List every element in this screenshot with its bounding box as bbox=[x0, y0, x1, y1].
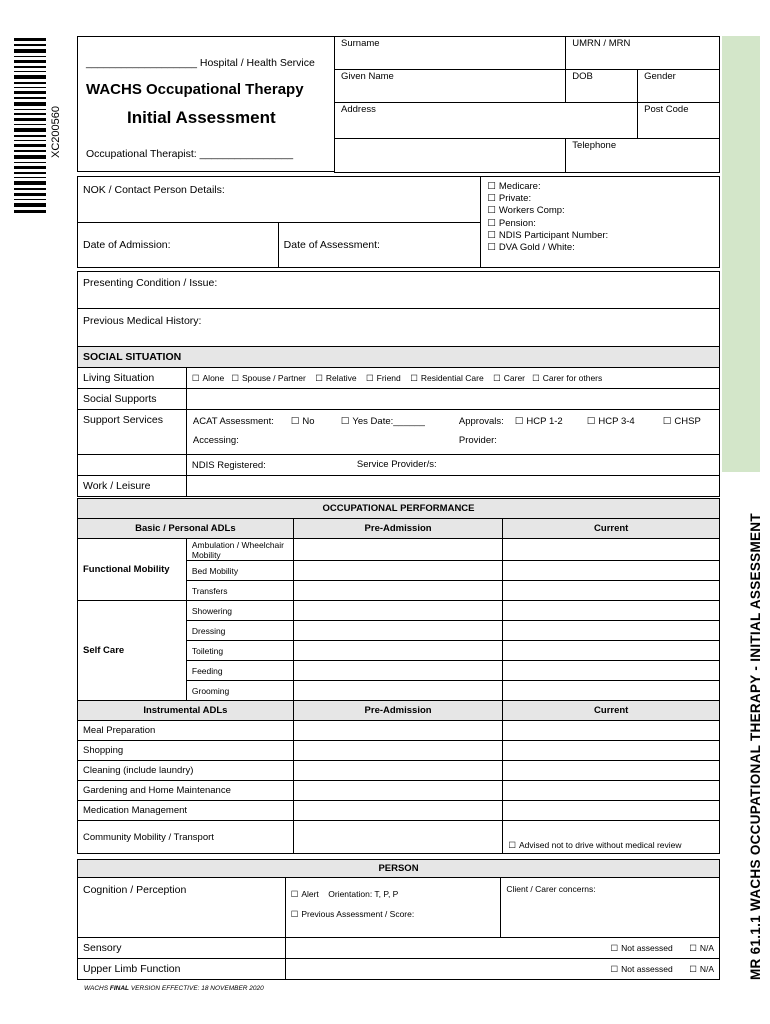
history-table bbox=[77, 271, 720, 347]
services-field bbox=[186, 410, 719, 455]
living-options bbox=[186, 368, 719, 389]
previous-history-field[interactable]: Previous Medical History: bbox=[78, 309, 720, 347]
sensory-field bbox=[285, 938, 719, 959]
current-cell[interactable] bbox=[503, 621, 720, 641]
advised-not-to-drive-checkbox[interactable]: ☐ Advised not to drive without medical review bbox=[508, 840, 681, 850]
barcode-number: XC200560 bbox=[50, 106, 62, 158]
pre-admission-cell[interactable] bbox=[293, 641, 503, 661]
pension-checkbox[interactable]: ☐ Pension: bbox=[487, 218, 713, 230]
ndis-checkbox[interactable]: ☐ NDIS Participant Number: bbox=[487, 230, 713, 242]
ndis-registered-label: NDIS Registered: bbox=[191, 459, 266, 471]
form-subtitle: Initial Assessment bbox=[127, 108, 276, 127]
current-cell[interactable] bbox=[503, 641, 720, 661]
upper-limb-field bbox=[285, 959, 719, 980]
occupational-heading: OCCUPATIONAL PERFORMANCE bbox=[78, 499, 720, 519]
chsp-checkbox[interactable]: ☐ CHSP bbox=[663, 416, 701, 427]
side-strip bbox=[722, 36, 760, 472]
adl-item: Transfers bbox=[186, 581, 293, 601]
adl-item: Feeding bbox=[186, 661, 293, 681]
adl-item: Dressing bbox=[186, 621, 293, 641]
funding-list bbox=[481, 177, 720, 268]
current-cell[interactable] bbox=[503, 581, 720, 601]
pre-admission-cell[interactable] bbox=[293, 681, 503, 701]
current-cell[interactable] bbox=[503, 539, 720, 561]
acat-no-checkbox[interactable]: ☐ No bbox=[291, 416, 315, 427]
person-heading: PERSON bbox=[78, 860, 720, 878]
pre-admission-heading: Pre-Admission bbox=[293, 701, 503, 721]
header-title-block bbox=[77, 36, 334, 172]
dob-field[interactable]: DOB bbox=[566, 70, 638, 103]
client-concerns-field[interactable]: Client / Carer concerns: bbox=[501, 878, 720, 938]
adl-item: Showering bbox=[186, 601, 293, 621]
pre-admission-cell[interactable] bbox=[293, 621, 503, 641]
accessing-label: Accessing: bbox=[192, 435, 239, 446]
pre-admission-cell[interactable] bbox=[293, 781, 503, 801]
nok-field[interactable]: NOK / Contact Person Details: bbox=[78, 177, 481, 223]
instrumental-adl-heading: Instrumental ADLs bbox=[78, 701, 294, 721]
ndis-row bbox=[186, 455, 719, 476]
basic-adl-heading: Basic / Personal ADLs bbox=[78, 519, 294, 539]
upper-limb-na-checkbox[interactable]: ☐ N/A bbox=[689, 964, 714, 974]
iadl-item: Meal Preparation bbox=[78, 721, 294, 741]
hcp34-checkbox[interactable]: ☐ HCP 3-4 bbox=[587, 416, 635, 427]
provider-label: Provider: bbox=[458, 435, 497, 446]
medicare-checkbox[interactable]: ☐ Medicare: bbox=[487, 181, 713, 193]
sensory-label: Sensory bbox=[78, 938, 286, 959]
form-title: WACHS Occupational Therapy bbox=[86, 81, 304, 98]
current-heading: Current bbox=[503, 519, 720, 539]
footer-prefix: WACHS bbox=[84, 985, 110, 992]
supports-label: Social Supports bbox=[78, 389, 187, 410]
iadl-item: Cleaning (include laundry) bbox=[78, 761, 294, 781]
pre-admission-cell[interactable] bbox=[293, 741, 503, 761]
footer-suffix: VERSION EFFECTIVE: 18 NOVEMBER 2020 bbox=[129, 985, 264, 992]
umrn-field[interactable]: UMRN / MRN bbox=[566, 37, 720, 70]
given-name-field[interactable]: Given Name bbox=[335, 70, 566, 103]
iadl-item: Medication Management bbox=[78, 801, 294, 821]
social-heading: SOCIAL SITUATION bbox=[78, 347, 720, 368]
carer-checkbox[interactable]: ☐ Carer bbox=[493, 373, 525, 383]
current-cell[interactable] bbox=[503, 561, 720, 581]
current-cell[interactable] bbox=[503, 601, 720, 621]
workers-comp-checkbox[interactable]: ☐ Workers Comp: bbox=[487, 205, 713, 217]
service-providers-label: Service Provider/s: bbox=[356, 459, 437, 470]
services-label-spacer bbox=[78, 455, 187, 476]
surname-field[interactable]: Surname bbox=[335, 37, 566, 70]
pre-admission-cell[interactable] bbox=[293, 761, 503, 781]
current-cell[interactable] bbox=[503, 721, 720, 741]
upper-limb-not-assessed-checkbox[interactable]: ☐ Not assessed bbox=[611, 964, 673, 974]
carer-for-others-checkbox[interactable]: ☐ Carer for others bbox=[532, 373, 602, 383]
pre-admission-cell[interactable] bbox=[293, 581, 503, 601]
footer-version bbox=[84, 985, 264, 992]
acat-yes-checkbox[interactable]: ☐ Yes Date:______ bbox=[341, 416, 425, 427]
pre-admission-cell[interactable] bbox=[293, 801, 503, 821]
supports-field[interactable] bbox=[186, 389, 719, 410]
private-checkbox[interactable]: ☐ Private: bbox=[487, 193, 713, 205]
address-field[interactable]: Address bbox=[335, 103, 638, 139]
sensory-not-assessed-checkbox[interactable]: ☐ Not assessed bbox=[611, 943, 673, 953]
approvals-label: Approvals: bbox=[458, 416, 504, 427]
current-heading: Current bbox=[503, 701, 720, 721]
current-cell[interactable] bbox=[503, 741, 720, 761]
acat-label: ACAT Assessment: bbox=[192, 416, 274, 427]
occupational-table bbox=[77, 498, 720, 854]
pre-admission-cell[interactable] bbox=[293, 539, 503, 561]
current-cell[interactable] bbox=[503, 801, 720, 821]
current-cell[interactable] bbox=[503, 761, 720, 781]
work-label: Work / Leisure bbox=[78, 476, 187, 497]
adl-item: Bed Mobility bbox=[186, 561, 293, 581]
adl-item: Ambulation / Wheelchair Mobility bbox=[186, 539, 293, 561]
previous-assessment-checkbox[interactable]: ☐ Previous Assessment / Score: bbox=[291, 909, 415, 919]
residential-care-checkbox[interactable]: ☐ Residential Care bbox=[410, 373, 483, 383]
current-cell[interactable] bbox=[503, 781, 720, 801]
pre-admission-cell[interactable] bbox=[293, 661, 503, 681]
pre-admission-cell[interactable] bbox=[293, 561, 503, 581]
hospital-field[interactable]: ___________________ Hospital / Health Service bbox=[86, 57, 315, 69]
barcode bbox=[14, 38, 46, 214]
pre-admission-cell[interactable] bbox=[293, 601, 503, 621]
patient-details-table bbox=[334, 36, 720, 173]
current-cell[interactable] bbox=[503, 681, 720, 701]
side-title: MR 61.1.1 WACHS OCCUPATIONAL THERAPY - INITIAL ASSESSMENT bbox=[748, 513, 763, 980]
friend-checkbox[interactable]: ☐ Friend bbox=[366, 373, 401, 383]
therapist-field[interactable]: Occupational Therapist: ________________ bbox=[86, 148, 294, 160]
work-field[interactable] bbox=[186, 476, 719, 497]
person-table bbox=[77, 859, 720, 980]
gender-field[interactable]: Gender bbox=[638, 70, 720, 103]
relative-checkbox[interactable]: ☐ Relative bbox=[315, 373, 356, 383]
sensory-na-checkbox[interactable]: ☐ N/A bbox=[689, 943, 714, 953]
nok-table bbox=[77, 176, 720, 268]
dva-checkbox[interactable]: ☐ DVA Gold / White: bbox=[487, 242, 713, 254]
iadl-item: Community Mobility / Transport bbox=[78, 821, 294, 854]
pre-admission-cell[interactable] bbox=[293, 821, 503, 854]
alert-checkbox[interactable]: ☐ Alert bbox=[291, 889, 319, 899]
adl-item: Grooming bbox=[186, 681, 293, 701]
admission-date-field[interactable]: Date of Admission: bbox=[78, 223, 279, 268]
iadl-item: Shopping bbox=[78, 741, 294, 761]
pre-admission-heading: Pre-Admission bbox=[293, 519, 503, 539]
social-situation-table bbox=[77, 346, 720, 497]
post-code-field[interactable]: Post Code bbox=[638, 103, 720, 139]
spouse-checkbox[interactable]: ☐ Spouse / Partner bbox=[231, 373, 305, 383]
telephone-field[interactable]: Telephone bbox=[566, 139, 720, 173]
cognition-label: Cognition / Perception bbox=[78, 878, 286, 938]
functional-mobility-label: Functional Mobility bbox=[78, 539, 187, 601]
adl-item: Toileting bbox=[186, 641, 293, 661]
alone-checkbox[interactable]: ☐ Alone bbox=[192, 373, 224, 383]
upper-limb-label: Upper Limb Function bbox=[78, 959, 286, 980]
current-cell[interactable] bbox=[503, 821, 720, 854]
pre-admission-cell[interactable] bbox=[293, 721, 503, 741]
presenting-condition-field[interactable]: Presenting Condition / Issue: bbox=[78, 272, 720, 309]
orientation-label: Orientation: T, P, P bbox=[328, 889, 399, 899]
living-label: Living Situation bbox=[78, 368, 187, 389]
self-care-label: Self Care bbox=[78, 601, 187, 701]
footer-final: FINAL bbox=[109, 985, 130, 992]
current-cell[interactable] bbox=[503, 661, 720, 681]
address-continued[interactable] bbox=[335, 139, 566, 173]
services-label: Support Services bbox=[78, 410, 187, 455]
cognition-field bbox=[285, 878, 501, 938]
iadl-item: Gardening and Home Maintenance bbox=[78, 781, 294, 801]
hcp12-checkbox[interactable]: ☐ HCP 1-2 bbox=[515, 416, 563, 427]
assessment-date-field[interactable]: Date of Assessment: bbox=[278, 223, 481, 268]
